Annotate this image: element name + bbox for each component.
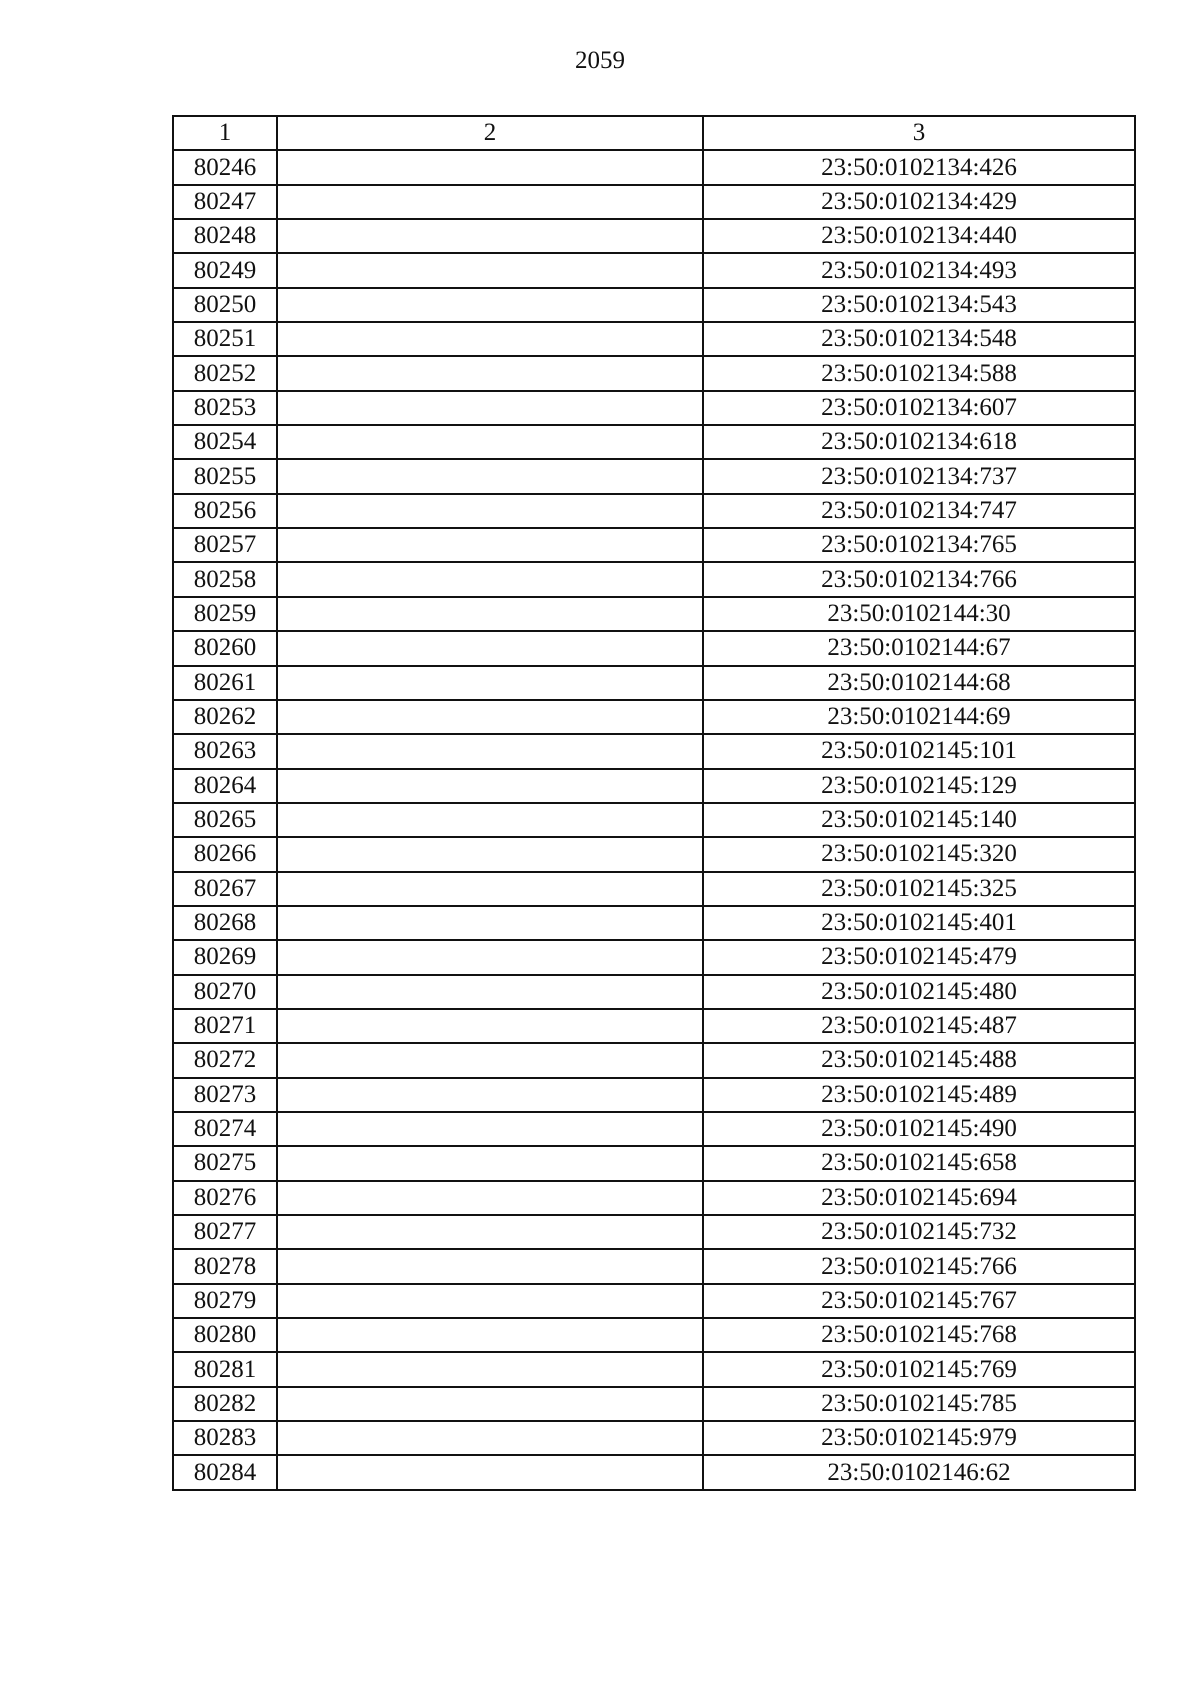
table-row bbox=[173, 219, 1135, 253]
table-row bbox=[173, 734, 1135, 768]
row-column-2-cell bbox=[277, 185, 703, 219]
table-row bbox=[173, 837, 1135, 871]
cadastral-number-cell: 23:50:0102134:548 bbox=[703, 322, 1135, 356]
row-number-cell: 80250 bbox=[173, 288, 277, 322]
cadastral-number-cell: 23:50:0102145:325 bbox=[703, 872, 1135, 906]
row-number-cell: 80270 bbox=[173, 975, 277, 1009]
table-row bbox=[173, 1146, 1135, 1180]
table-row bbox=[173, 1009, 1135, 1043]
row-number-cell: 80269 bbox=[173, 940, 277, 974]
cadastral-number-cell: 23:50:0102144:67 bbox=[703, 631, 1135, 665]
table-row bbox=[173, 803, 1135, 837]
cadastral-number-cell: 23:50:0102145:480 bbox=[703, 975, 1135, 1009]
table-row bbox=[173, 975, 1135, 1009]
register-table bbox=[172, 115, 1136, 1491]
row-column-2-cell bbox=[277, 425, 703, 459]
table-row bbox=[173, 150, 1135, 184]
cadastral-number-cell: 23:50:0102145:490 bbox=[703, 1112, 1135, 1146]
row-column-2-cell bbox=[277, 1215, 703, 1249]
row-column-2-cell bbox=[277, 700, 703, 734]
row-number-cell: 80276 bbox=[173, 1181, 277, 1215]
column-header-1: 1 bbox=[173, 116, 277, 150]
row-column-2-cell bbox=[277, 1455, 703, 1489]
cadastral-number-cell: 23:50:0102145:658 bbox=[703, 1146, 1135, 1180]
cadastral-number-cell: 23:50:0102145:479 bbox=[703, 940, 1135, 974]
row-column-2-cell bbox=[277, 734, 703, 768]
table-row bbox=[173, 700, 1135, 734]
table-row bbox=[173, 459, 1135, 493]
row-column-2-cell bbox=[277, 494, 703, 528]
table-row bbox=[173, 1249, 1135, 1283]
table-header-row bbox=[173, 116, 1135, 150]
row-column-2-cell bbox=[277, 975, 703, 1009]
row-number-cell: 80275 bbox=[173, 1146, 277, 1180]
row-column-2-cell bbox=[277, 1387, 703, 1421]
page-number: 2059 bbox=[575, 47, 625, 74]
cadastral-number-cell: 23:50:0102145:401 bbox=[703, 906, 1135, 940]
row-number-cell: 80277 bbox=[173, 1215, 277, 1249]
table-row bbox=[173, 185, 1135, 219]
row-column-2-cell bbox=[277, 872, 703, 906]
row-number-cell: 80249 bbox=[173, 253, 277, 287]
row-number-cell: 80255 bbox=[173, 459, 277, 493]
table-row bbox=[173, 940, 1135, 974]
row-number-cell: 80267 bbox=[173, 872, 277, 906]
table-row bbox=[173, 872, 1135, 906]
row-column-2-cell bbox=[277, 288, 703, 322]
row-number-cell: 80260 bbox=[173, 631, 277, 665]
cadastral-number-cell: 23:50:0102145:768 bbox=[703, 1318, 1135, 1352]
cadastral-number-cell: 23:50:0102145:766 bbox=[703, 1249, 1135, 1283]
row-column-2-cell bbox=[277, 253, 703, 287]
row-number-cell: 80282 bbox=[173, 1387, 277, 1421]
row-column-2-cell bbox=[277, 1112, 703, 1146]
cadastral-number-cell: 23:50:0102134:588 bbox=[703, 356, 1135, 390]
table-body bbox=[173, 150, 1135, 1489]
row-number-cell: 80278 bbox=[173, 1249, 277, 1283]
cadastral-number-cell: 23:50:0102145:694 bbox=[703, 1181, 1135, 1215]
row-number-cell: 80280 bbox=[173, 1318, 277, 1352]
row-number-cell: 80256 bbox=[173, 494, 277, 528]
cadastral-number-cell: 23:50:0102145:732 bbox=[703, 1215, 1135, 1249]
cadastral-number-cell: 23:50:0102134:765 bbox=[703, 528, 1135, 562]
row-number-cell: 80265 bbox=[173, 803, 277, 837]
row-number-cell: 80262 bbox=[173, 700, 277, 734]
cadastral-number-cell: 23:50:0102134:747 bbox=[703, 494, 1135, 528]
table-row bbox=[173, 906, 1135, 940]
table-row bbox=[173, 356, 1135, 390]
row-column-2-cell bbox=[277, 1352, 703, 1386]
row-column-2-cell bbox=[277, 1181, 703, 1215]
row-column-2-cell bbox=[277, 528, 703, 562]
row-number-cell: 80247 bbox=[173, 185, 277, 219]
row-column-2-cell bbox=[277, 219, 703, 253]
row-column-2-cell bbox=[277, 1318, 703, 1352]
cadastral-number-cell: 23:50:0102145:785 bbox=[703, 1387, 1135, 1421]
row-number-cell: 80284 bbox=[173, 1455, 277, 1489]
table-row bbox=[173, 1352, 1135, 1386]
row-column-2-cell bbox=[277, 562, 703, 596]
table-row bbox=[173, 391, 1135, 425]
cadastral-number-cell: 23:50:0102134:737 bbox=[703, 459, 1135, 493]
table-row bbox=[173, 1043, 1135, 1077]
row-number-cell: 80258 bbox=[173, 562, 277, 596]
table-row bbox=[173, 666, 1135, 700]
row-column-2-cell bbox=[277, 769, 703, 803]
row-column-2-cell bbox=[277, 459, 703, 493]
table-row bbox=[173, 1421, 1135, 1455]
table-row bbox=[173, 562, 1135, 596]
row-number-cell: 80266 bbox=[173, 837, 277, 871]
row-number-cell: 80246 bbox=[173, 150, 277, 184]
row-number-cell: 80252 bbox=[173, 356, 277, 390]
cadastral-number-cell: 23:50:0102145:129 bbox=[703, 769, 1135, 803]
row-column-2-cell bbox=[277, 1078, 703, 1112]
cadastral-number-cell: 23:50:0102145:979 bbox=[703, 1421, 1135, 1455]
table-row bbox=[173, 528, 1135, 562]
cadastral-number-cell: 23:50:0102134:440 bbox=[703, 219, 1135, 253]
cadastral-number-cell: 23:50:0102145:488 bbox=[703, 1043, 1135, 1077]
row-column-2-cell bbox=[277, 1421, 703, 1455]
row-column-2-cell bbox=[277, 631, 703, 665]
cadastral-number-cell: 23:50:0102134:493 bbox=[703, 253, 1135, 287]
table-row bbox=[173, 1284, 1135, 1318]
row-column-2-cell bbox=[277, 356, 703, 390]
cadastral-number-cell: 23:50:0102134:543 bbox=[703, 288, 1135, 322]
row-number-cell: 80268 bbox=[173, 906, 277, 940]
cadastral-number-cell: 23:50:0102146:62 bbox=[703, 1455, 1135, 1489]
table-row bbox=[173, 1112, 1135, 1146]
column-header-3: 3 bbox=[703, 116, 1135, 150]
table-row bbox=[173, 631, 1135, 665]
table-row bbox=[173, 597, 1135, 631]
row-number-cell: 80261 bbox=[173, 666, 277, 700]
table-row bbox=[173, 1318, 1135, 1352]
row-column-2-cell bbox=[277, 391, 703, 425]
row-number-cell: 80257 bbox=[173, 528, 277, 562]
cadastral-number-cell: 23:50:0102134:426 bbox=[703, 150, 1135, 184]
table-row bbox=[173, 1078, 1135, 1112]
row-column-2-cell bbox=[277, 906, 703, 940]
column-header-2: 2 bbox=[277, 116, 703, 150]
row-number-cell: 80283 bbox=[173, 1421, 277, 1455]
table-row bbox=[173, 494, 1135, 528]
cadastral-number-cell: 23:50:0102145:487 bbox=[703, 1009, 1135, 1043]
cadastral-number-cell: 23:50:0102134:766 bbox=[703, 562, 1135, 596]
cadastral-number-cell: 23:50:0102144:68 bbox=[703, 666, 1135, 700]
row-number-cell: 80273 bbox=[173, 1078, 277, 1112]
row-number-cell: 80263 bbox=[173, 734, 277, 768]
cadastral-number-cell: 23:50:0102145:489 bbox=[703, 1078, 1135, 1112]
row-column-2-cell bbox=[277, 1284, 703, 1318]
table-row bbox=[173, 253, 1135, 287]
row-column-2-cell bbox=[277, 597, 703, 631]
cadastral-number-cell: 23:50:0102144:30 bbox=[703, 597, 1135, 631]
row-column-2-cell bbox=[277, 150, 703, 184]
cadastral-number-cell: 23:50:0102134:618 bbox=[703, 425, 1135, 459]
row-column-2-cell bbox=[277, 322, 703, 356]
row-column-2-cell bbox=[277, 1043, 703, 1077]
row-column-2-cell bbox=[277, 1146, 703, 1180]
table-row bbox=[173, 1387, 1135, 1421]
row-number-cell: 80253 bbox=[173, 391, 277, 425]
cadastral-number-cell: 23:50:0102134:607 bbox=[703, 391, 1135, 425]
cadastral-number-cell: 23:50:0102145:320 bbox=[703, 837, 1135, 871]
row-column-2-cell bbox=[277, 803, 703, 837]
table-row bbox=[173, 1181, 1135, 1215]
row-number-cell: 80271 bbox=[173, 1009, 277, 1043]
table-row bbox=[173, 769, 1135, 803]
cadastral-number-cell: 23:50:0102145:767 bbox=[703, 1284, 1135, 1318]
row-number-cell: 80251 bbox=[173, 322, 277, 356]
table-row bbox=[173, 288, 1135, 322]
cadastral-number-cell: 23:50:0102145:101 bbox=[703, 734, 1135, 768]
table-row bbox=[173, 425, 1135, 459]
row-number-cell: 80254 bbox=[173, 425, 277, 459]
row-number-cell: 80279 bbox=[173, 1284, 277, 1318]
row-column-2-cell bbox=[277, 940, 703, 974]
row-number-cell: 80272 bbox=[173, 1043, 277, 1077]
cadastral-number-cell: 23:50:0102144:69 bbox=[703, 700, 1135, 734]
table-row bbox=[173, 1215, 1135, 1249]
row-column-2-cell bbox=[277, 1249, 703, 1283]
table-row bbox=[173, 322, 1135, 356]
row-column-2-cell bbox=[277, 666, 703, 700]
cadastral-number-cell: 23:50:0102145:769 bbox=[703, 1352, 1135, 1386]
row-column-2-cell bbox=[277, 837, 703, 871]
row-column-2-cell bbox=[277, 1009, 703, 1043]
row-number-cell: 80259 bbox=[173, 597, 277, 631]
table-row bbox=[173, 1455, 1135, 1489]
row-number-cell: 80281 bbox=[173, 1352, 277, 1386]
row-number-cell: 80274 bbox=[173, 1112, 277, 1146]
row-number-cell: 80248 bbox=[173, 219, 277, 253]
row-number-cell: 80264 bbox=[173, 769, 277, 803]
cadastral-number-cell: 23:50:0102145:140 bbox=[703, 803, 1135, 837]
cadastral-number-cell: 23:50:0102134:429 bbox=[703, 185, 1135, 219]
